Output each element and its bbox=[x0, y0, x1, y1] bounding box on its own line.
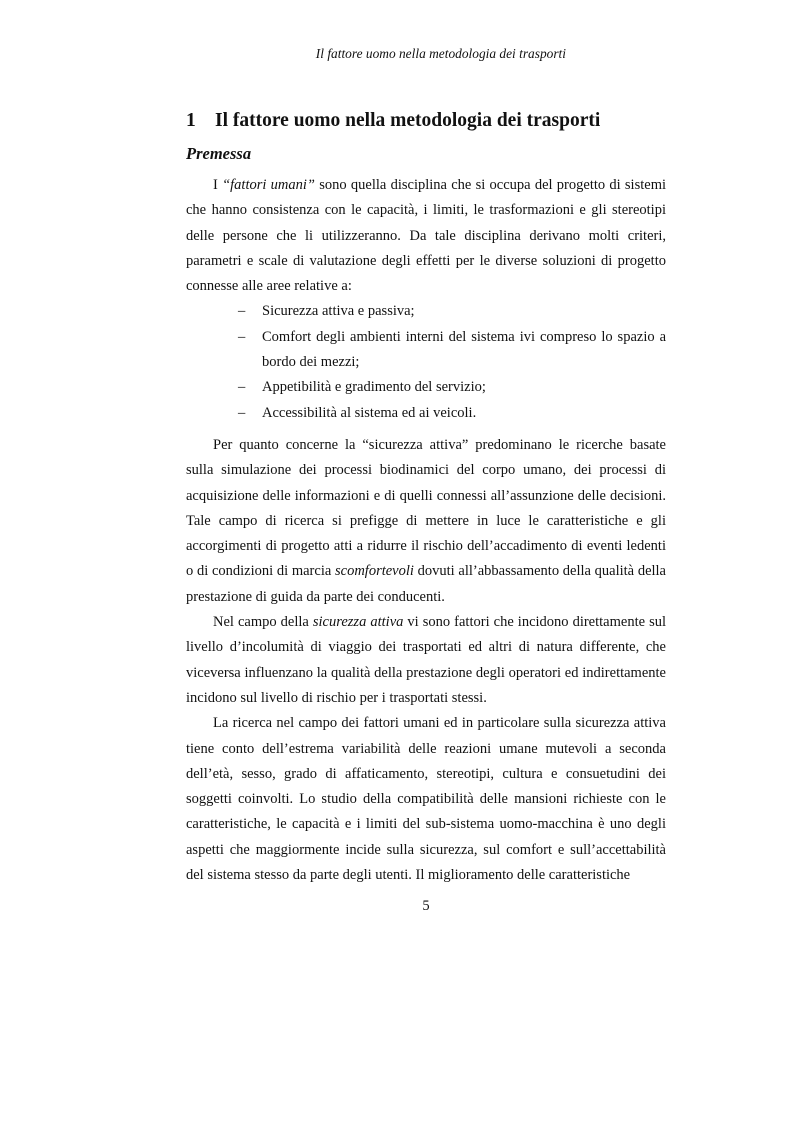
list-item-text: Appetibilità e gradimento del servizio; bbox=[262, 379, 486, 396]
list-dash: – bbox=[238, 379, 246, 396]
paragraph-2 bbox=[186, 433, 666, 610]
chapter-heading bbox=[186, 110, 686, 132]
paragraph-1-rest: sono quella disciplina che si occupa del progetto di sistemi che hanno consistenza con le capacità, i limiti, le trasformazioni e gli stereotipi delle persone che li utilizzeranno. Da tale disciplina derivano molti criteri, parametri e scale di valutazione degli effetti per le diverse soluzioni di progetto connesse alle aree relative a: bbox=[186, 177, 667, 295]
paragraph-3 bbox=[186, 610, 666, 711]
term-fattori-umani: “fattori umani” bbox=[222, 177, 315, 193]
list-item bbox=[186, 299, 666, 324]
list-item-text: Sicurezza attiva e passiva; bbox=[262, 303, 415, 320]
list-dash: – bbox=[238, 303, 246, 320]
paragraph-4: La ricerca nel campo dei fattori umani ed in particolare sulla sicurezza attiva tiene conto dell’estrema variabilità delle reazioni umane mutevoli a seconda dell’età, sesso, grado di affaticamento, stereotipi, cultura e consuetudini dei soggetti coinvolti. Lo studio della compatibilità delle mansioni richieste con le caratteristiche, le capacità e i limiti del sub-sistema uomo-macchina è uno degli aspetti che maggiormente incide sulla sicurezza, sul comfort e sull’accettabilità del sistema stesso da parte degli utenti. Il miglioramento delle caratteristiche bbox=[186, 715, 666, 884]
list-item bbox=[186, 325, 666, 376]
list-item-text: Accessibilità al sistema ed ai veicoli. bbox=[262, 404, 477, 421]
section-heading: Premessa bbox=[186, 144, 252, 163]
paragraph-3-after: vi sono fattori che incidono direttamente sul livello d’incolumità di viaggio dei trasportati ed altri di natura differente, che viceversa influenzano la qualità della prestazione degli operatori ed indirettamente incidono sul livello di rischio per i trasportati stessi. bbox=[186, 614, 666, 706]
areas-list bbox=[186, 299, 666, 425]
running-header: Il fattore uomo nella metodologia dei trasporti bbox=[315, 46, 566, 61]
chapter-title: Il fattore uomo nella metodologia dei trasporti bbox=[215, 110, 601, 131]
list-item bbox=[186, 401, 666, 426]
paragraph-2-after: dovuti all’abbassamento della qualità della prestazione di guida da parte dei conducenti. bbox=[186, 563, 666, 605]
body-text bbox=[186, 173, 666, 888]
paragraph-1-lead: I bbox=[213, 177, 223, 193]
list-item-text: Comfort degli ambienti interni del sistema ivi compreso lo spazio a bordo dei mezzi; bbox=[262, 328, 666, 371]
chapter-number: 1 bbox=[186, 110, 196, 131]
paragraph-1 bbox=[186, 173, 666, 299]
paragraph-2-before: Per quanto concerne la “sicurezza attiva” predominano le ricerche basate sulla simulazione dei processi biodinamici del corpo umano, dei processi di acquisizione delle informazioni e di quelli connessi all’assunzione delle decisioni. Tale campo di ricerca si prefigge di mettere in luce le caratteristiche e gli accorgimenti di progetto atti a ridurre il rischio dell’accadimento di eventi ledenti o di condizioni di marcia bbox=[186, 436, 666, 580]
list-dash: – bbox=[238, 328, 246, 345]
paragraph-3-before: Nel campo della bbox=[213, 614, 313, 631]
page-number: 5 bbox=[422, 898, 430, 914]
term-sicurezza-attiva: sicurezza attiva bbox=[312, 614, 404, 631]
term-scomfortevoli: scomfortevoli bbox=[335, 563, 414, 580]
list-item bbox=[186, 375, 666, 400]
list-dash: – bbox=[238, 404, 246, 421]
